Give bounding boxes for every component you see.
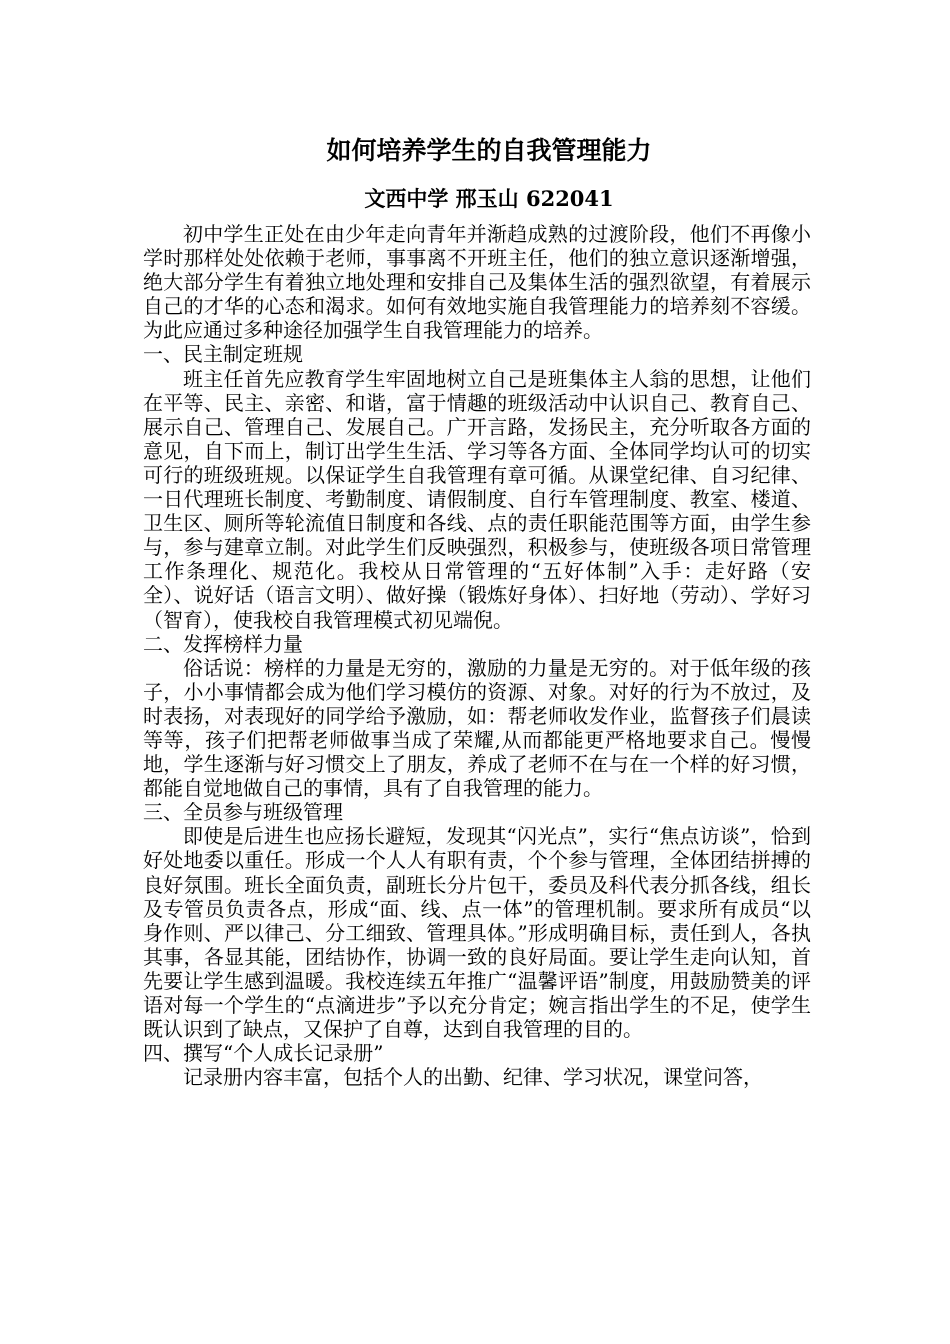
section-heading-3: 三、全员参与班级管理 [143,800,343,825]
section-body-2: 俗话说：榜样的力量是无穷的，激励的力量是无穷的。对于低年级的孩子，小小事情都会成为他们学习模仿的资源、对象。对好的行为不放过，及时表扬，对表现好的同学给予激励，如：帮老师收发作业，监督孩子们晨读等等，孩子们把帮老师做事当成了荣耀,从而都能更严格地要求自己。慢慢地，学生逐渐与好习惯交上了朋友，养成了老师不在与在一个样的好习惯，都能自觉地做自己的事情，具有了自我管理的能力。 [143,655,811,801]
section-body-3: 即使是后进生也应扬长避短，发现其“闪光点”，实行“焦点访谈”，恰到好处地委以重任。形成一个人人有职有责，个个参与管理，全体团结拼搏的良好氛围。班长全面负责，副班长分片包干，委员及科代表分抓各线，组长及专管员负责各点，形成“面、线、点一体”的管理机制。要求所有成员“以身作则、严以律己、分工细致、管理具体。”形成明确目标，责任到人，各执其事，各显其能，团结协作，协调一致的良好局面。要让学生走向认知，首先要让学生感到温暖。我校连续五年推广“温馨评语”制度，用鼓励赞美的评语对每一个学生的“点滴进步”予以充分肯定；婉言指出学生的不足，使学生既认识到了缺点，又保护了自尊，达到自我管理的目的。 [143,824,811,1042]
author-line: 文西中学 邢玉山 622041 [364,186,614,211]
section-body-4: 记录册内容丰富，包括个人的出勤、纪律、学习状况，课堂问答， [183,1065,763,1090]
section-heading-1: 一、民主制定班规 [143,342,303,367]
intro-paragraph: 初中学生正处在由少年走向青年并渐趋成熟的过渡阶段，他们不再像小学时那样处处依赖于老师，事事离不开班主任，他们的独立意识逐渐增强，绝大部分学生有着独立地处理和安排自己及集体生活的强烈欲望，有着展示自己的才华的心态和渴求。如何有效地实施自我管理能力的培养刻不容缓。为此应通过多种途径加强学生自我管理能力的培养。 [143,222,811,343]
section-heading-4: 四、撰写“个人成长记录册” [143,1041,384,1066]
document-page [143,126,811,1089]
section-body-1: 班主任首先应教育学生牢固地树立自己是班集体主人翁的思想，让他们在平等、民主、亲密、和谐，富于情趣的班级活动中认识自己、教育自己、展示自己、管理自己、发展自己。广开言路，发扬民主，充分听取各方面的意见，自下而上，制订出学生生活、学习等各方面、全体同学均认可的切实可行的班级班规。以保证学生自我管理有章可循。从课堂纪律、自习纪律、一日代理班长制度、考勤制度、请假制度、自行车管理制度、教室、楼道、卫生区、厕所等轮流值日制度和各线、点的责任职能范围等方面，由学生参与，参与建章立制。对此学生们反映强烈，积极参与，使班级各项日常管理工作条理化、规范化。我校从日常管理的“五好体制”入手：走好路（安全）、说好话（语言文明）、做好操（锻炼好身体）、扫好地（劳动）、学好习（智育），使我校自我管理模式初见端倪。 [143,366,811,632]
document-title: 如何培养学生的自我管理能力 [326,136,652,165]
section-heading-2: 二、发挥榜样力量 [143,631,303,656]
